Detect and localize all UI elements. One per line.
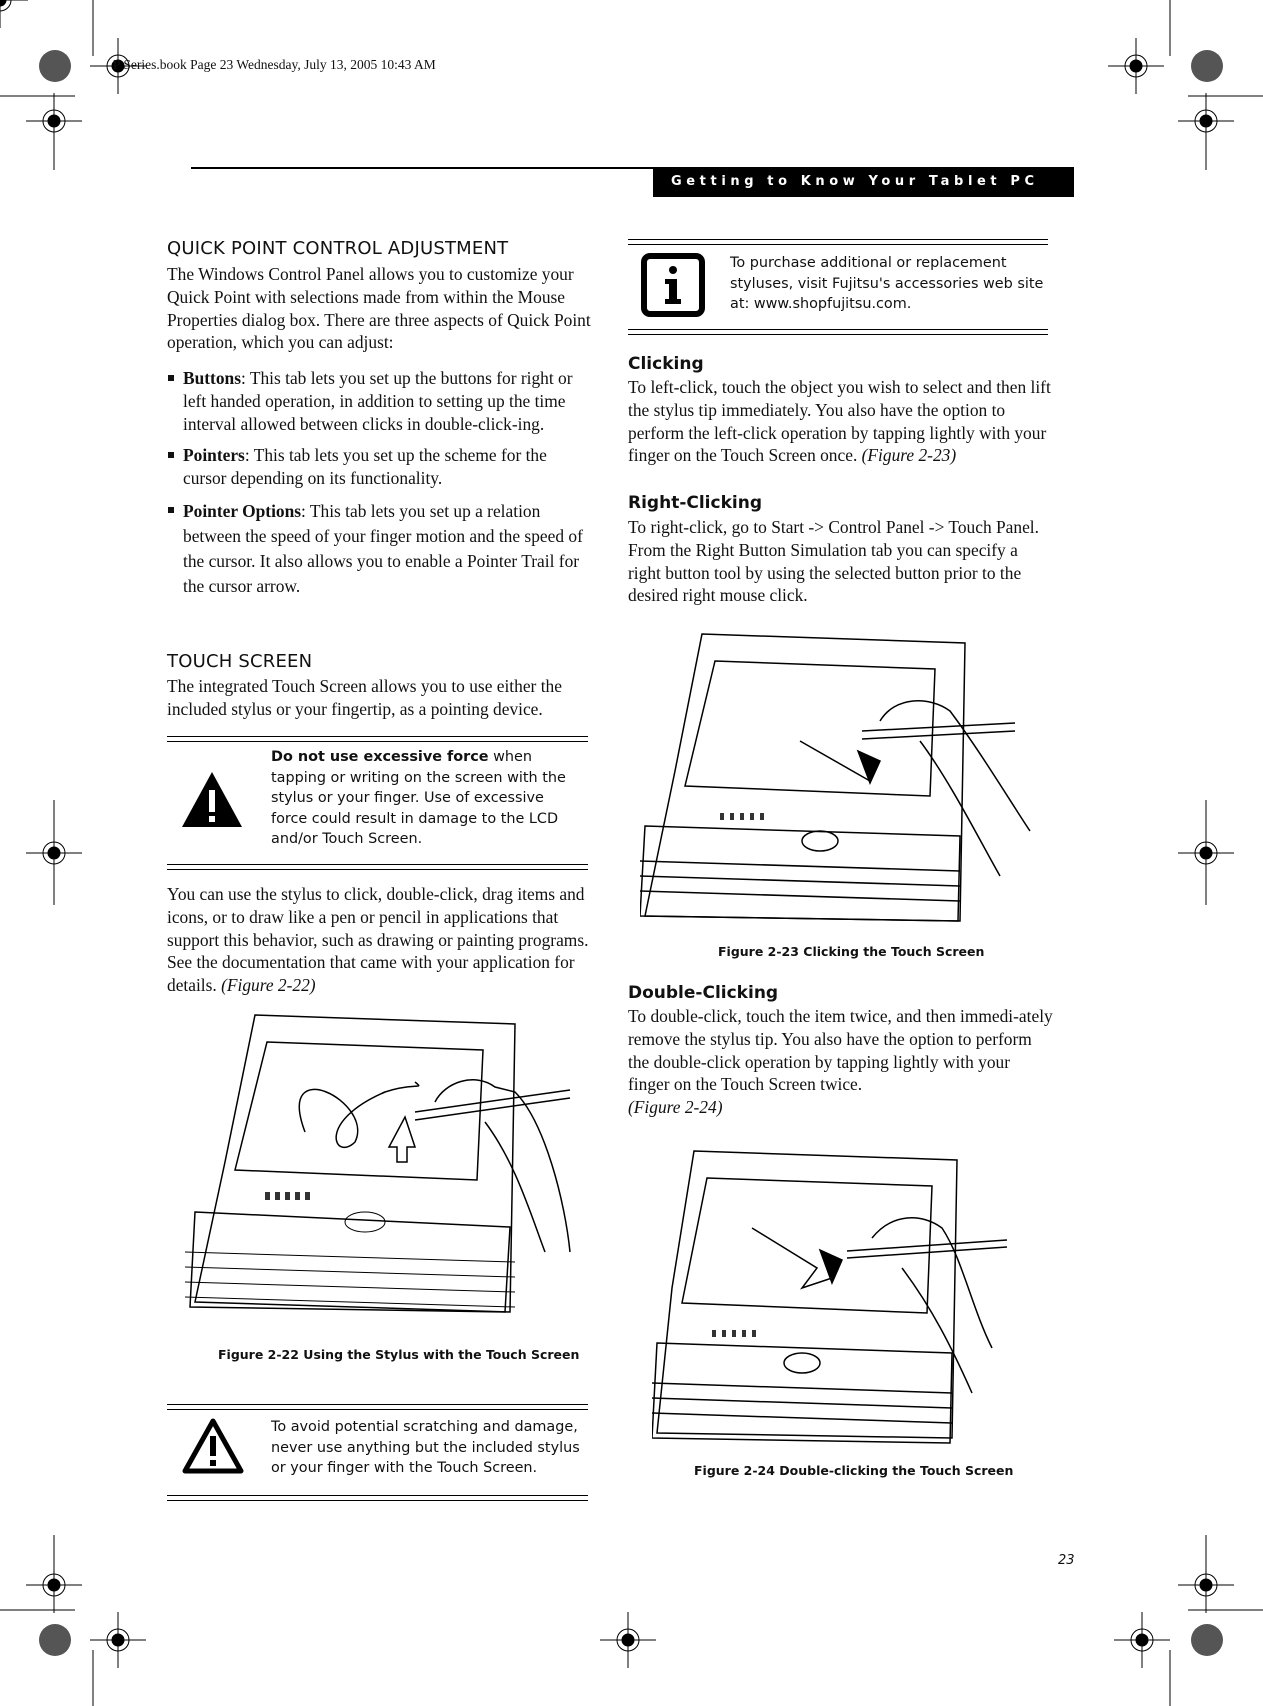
figure-2-22-caption: Figure 2-22 Using the Stylus with the Touch Screen <box>218 1347 580 1362</box>
heading-double-clicking: Double-Clicking <box>628 983 779 1003</box>
double-clicking-paragraph: To double-click, touch the item twice, and then immedi-ately remove the stylus tip. You also have the option to perform the double-click operation by tapping lightly with your finger on the Touch Screen twice. (Figure 2-24) <box>628 1006 1053 1118</box>
caution-top-rule <box>167 1404 588 1410</box>
print-slug: P Series.book Page 23 Wednesday, July 13, 2005 10:43 AM <box>113 57 436 72</box>
header-rule <box>191 167 653 169</box>
quick-point-intro: The Windows Control Panel allows you to customize your Quick Point with selections made from within the Mouse Properties dialog box. There are three aspects of Quick Point operation, which you can adjust: <box>167 264 591 353</box>
figure-2-24-caption: Figure 2-24 Double-clicking the Touch Screen <box>694 1463 1014 1478</box>
list-item: Pointer Options: This tab lets you set up a relation between the speed of your finger motion and the speed of the cursor. It also allows you to enable a Pointer Trail for the cursor arrow. <box>167 499 592 599</box>
figure-2-22-stylus-illustration <box>185 1012 580 1334</box>
figure-2-23-caption: Figure 2-23 Clicking the Touch Screen <box>718 944 985 959</box>
clicking-paragraph: To left-click, touch the object you wish to select and then lift the stylus tip immediately. You also have the option to perform the left-click operation by tapping lightly with your finger on the Touch Screen once. (Figure 2-23) <box>628 377 1051 466</box>
warning-bottom-rule <box>167 864 588 870</box>
caution-bottom-rule <box>167 1495 588 1501</box>
warning-icon <box>180 770 244 830</box>
list-item: Pointers: This tab lets you set up the scheme for the cursor depending on its functionality. <box>167 444 592 490</box>
list-item: Buttons: This tab lets you set up the buttons for right or left handed operation, in addition to setting up the time interval allowed between clicks in double-click-ing. <box>167 367 592 435</box>
caution-icon <box>182 1418 244 1474</box>
running-header: Getting to Know Your Tablet PC <box>653 167 1074 197</box>
section-heading-touch-screen: TOUCH SCREEN <box>167 651 313 672</box>
info-bottom-rule <box>628 329 1048 335</box>
caution-note: To avoid potential scratching and damage, never use anything but the included stylus or your finger with the Touch Screen. <box>271 1419 580 1476</box>
quick-point-options-list <box>167 367 592 608</box>
page-number: 23 <box>1058 1553 1075 1568</box>
touch-screen-intro: The integrated Touch Screen allows you to use either the included stylus or your fingertip, as a pointing device. <box>167 676 562 719</box>
heading-right-clicking: Right-Clicking <box>628 493 762 513</box>
heading-clicking: Clicking <box>628 354 704 374</box>
warning-top-rule <box>167 736 588 742</box>
info-note: To purchase additional or replacement styluses, visit Fujitsu's accessories web site at: www.shopfujitsu.com. <box>730 255 1044 312</box>
warning-note: Do not use excessive force when tapping or writing on the screen with the stylus or your finger. Use of excessive force could result in damage to the LCD and/or Touch Screen. <box>271 749 566 847</box>
info-icon <box>641 253 705 317</box>
figure-2-24-double-clicking-illustration <box>652 1148 1042 1456</box>
section-heading-quick-point: QUICK POINT CONTROL ADJUSTMENT <box>167 238 509 259</box>
stylus-usage-paragraph: You can use the stylus to click, double-click, drag items and icons, or to draw like a pen or pencil in applications that support this behavior, such as drawing or painting programs. See the documentation that came with your application for details. (Figure 2-22) <box>167 884 589 996</box>
info-top-rule <box>628 239 1048 245</box>
figure-2-23-clicking-illustration <box>640 631 1040 937</box>
right-clicking-paragraph: To right-click, go to Start -> Control Panel -> Touch Panel. From the Right Button Simulation tab you can specify a right button tool by using the selected button prior to the desired right mouse click. <box>628 517 1039 606</box>
